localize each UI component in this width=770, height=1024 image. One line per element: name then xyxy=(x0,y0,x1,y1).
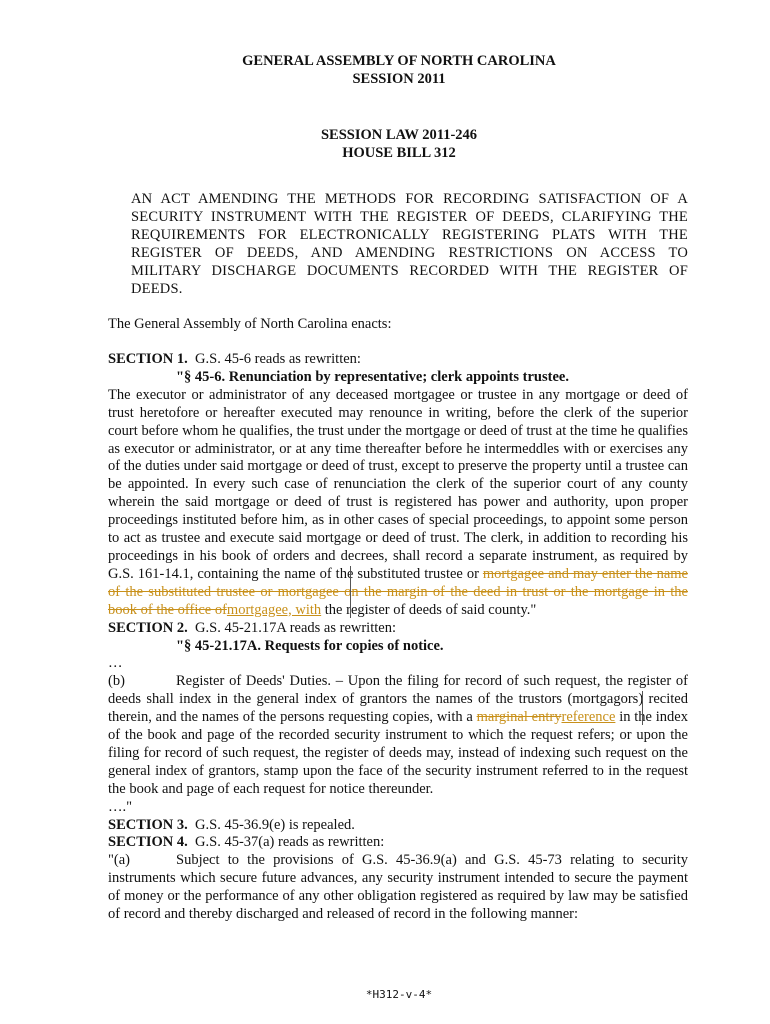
section-1-label: SECTION 1. xyxy=(108,351,188,367)
section-4 xyxy=(108,834,688,852)
section-2-ellipsis: … xyxy=(108,655,123,672)
session-year: SESSION 2011 xyxy=(352,70,446,87)
act-title: AN ACT AMENDING THE METHODS FOR RECORDING SATISFACTION OF A SECURITY INSTRUMENT WITH THE REGISTER OF DEEDS, CLARIFYING THE REQUIREMENTS FOR ELECTRONICALLY REGISTERING PLATS WITH THE REGISTER OF DEEDS, AND AMENDING RESTRICTIONS ON ACCESS TO MILITARY DISCHARGE DOCUMENTS RECORDED WITH THE REGISTER OF DEEDS. xyxy=(131,191,688,297)
section-1-text: G.S. 45-6 reads as rewritten: xyxy=(195,351,361,367)
section-4-text: G.S. 45-37(a) reads as rewritten: xyxy=(195,834,385,851)
document-body xyxy=(108,351,688,924)
section-1-heading: "§ 45-6. Renunciation by representative; clerk appoints trustee. xyxy=(176,368,569,385)
subsection-b-label: (b) xyxy=(108,673,125,690)
section-1 xyxy=(108,351,688,369)
section-2-label: SECTION 2. xyxy=(108,619,188,636)
section-1-para-c: the register of deeds of said county." xyxy=(324,601,537,618)
section-2-heading: "§ 45-21.17A. Requests for copies of notice. xyxy=(176,637,444,654)
section-2-end: …." xyxy=(108,798,133,815)
section-1-para-a: The executor or administrator of any deceased mortgagee or trustee in any mortgage or deed of trust heretofore or hereafter executed may renounce in writing, before the clerk of the superior court before whom he qualifies, the trust under the mortgage or deed of trust at the time he qualifies as executor or administrator, or at any time thereafter before he intermeddles with or exercises any of the duties under said mortgage or deed of trust, except to preserve the property until a trustee can be appointed. In every such case of renunciation the clerk of the superior court of any county wherein the said mortgage or deed of trust is registered has power and authority, upon proper proceedings instituted before him, as in other cases of special proceedings, to appoint some person to act as trustee and execute said mortgage or deed of trust. The clerk, in addition to recording his proceedings in his book of orders and decrees, shall record a separate instrument, as required by G.S. 161-14.1, containing the name of the xyxy=(108,386,688,582)
section-2-para-a: Register of Deeds' Duties. – Upon the filing for record of such request, the register of deeds shall index in the general index of grantors the names of the trustors (mortgagors) xyxy=(108,673,688,708)
section-2-text: G.S. 45-21.17A reads as rewritten: xyxy=(195,619,396,636)
document-header xyxy=(0,53,770,89)
section-4-label: SECTION 4. xyxy=(108,834,188,851)
section-1-paragraph xyxy=(108,387,688,620)
section-2-paragraph xyxy=(108,673,688,798)
law-header xyxy=(0,127,770,163)
house-bill-number: HOUSE BILL 312 xyxy=(342,144,456,161)
deleted-text: mortgagee and may enter the name of the substituted trustee or mortgagee on the margin of the deed in trust or the mortgage in the book of the office of xyxy=(108,565,688,618)
section-3 xyxy=(108,817,688,835)
section-2 xyxy=(108,620,688,638)
inserted-text: mortgagee, with xyxy=(226,601,322,618)
session-law-number: SESSION LAW 2011-246 xyxy=(320,127,478,143)
document-footer: *H312-v-4* xyxy=(365,988,433,1001)
section-1-para-b: substituted trustee or xyxy=(357,565,483,582)
enacting-clause: The General Assembly of North Carolina enacts: xyxy=(108,316,392,332)
section-3-text: G.S. 45-36.9(e) is repealed. xyxy=(195,816,355,833)
section-4-paragraph xyxy=(108,852,688,924)
inserted-text: reference xyxy=(561,709,616,726)
deleted-text: marginal entry xyxy=(476,709,562,726)
section-4-para: Subject to the provisions of G.S. 45-36.9(a) and G.S. 45-73 relating to security instruments which secure future advances, any security instrument intended to secure the payment of money or the performance of any other obligation registered as required by law may be satisfied of record and thereby discharged and released of record in the following manner: xyxy=(108,852,688,923)
section-3-label: SECTION 3. xyxy=(108,816,188,833)
assembly-name: GENERAL ASSEMBLY OF NORTH CAROLINA xyxy=(242,53,556,69)
section-2-para-c: in the index of the book and page of the recorded security instrument to which the request refers; or upon the filing for record of such request, the register of deeds may, instead of indexing such request on the general index of grantors, stamp upon the face of the security instrument referred to in the request the book and page of each request for notice thereunder. xyxy=(108,709,688,797)
subsection-a-label: "(a) xyxy=(108,852,131,869)
section-2-para-b: recited therein, and the names of the persons requesting copies, with a xyxy=(108,691,688,726)
